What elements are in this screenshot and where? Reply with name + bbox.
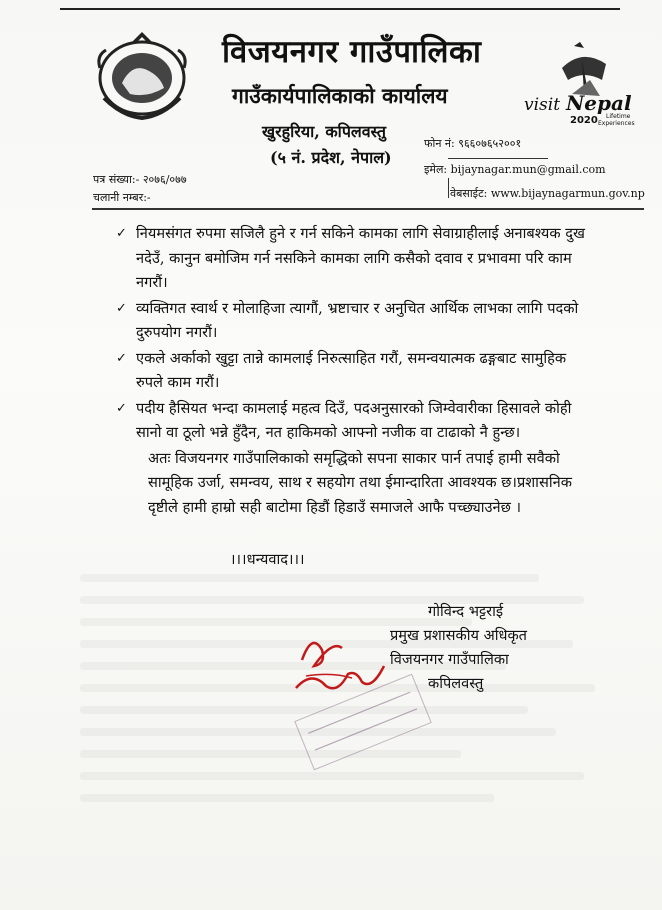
visit-logo-word: visit (524, 95, 561, 115)
reference-number: पत्र संख्या:- २०७६/०७७ (93, 173, 187, 186)
list-item (108, 347, 640, 396)
province-line: (५ नं. प्रदेश, नेपाल) (270, 148, 392, 167)
closing-line: दृष्टीले हामी हाम्रो सही बाटोमा हिडौं हिडाउँ समाजले आफै पच्छ्याउनेछ । (148, 498, 522, 516)
phone-number: फोन नं: ९६६०७६५२००१ (424, 137, 522, 150)
list-item-line: पदीय हैसियत भन्दा कामलाई महत्व दिउँ, पदअनुसारको जिम्वेवारीका हिसावले कोही (136, 399, 572, 417)
list-item (108, 397, 640, 446)
list-item-line: नगरौं। (136, 274, 168, 291)
list-item-line: नियमसंगत रुपमा सजिलै हुने र गर्न सकिने कामका लागि सेवाग्राहीलाई अनाबश्यक दुख (136, 225, 585, 242)
header-divider (92, 208, 644, 210)
nepal-logo-word: Nepal (566, 91, 632, 115)
list-item-line: दुरुपयोग नगरौं। (136, 324, 218, 341)
checkmark-icon: ✓ (116, 300, 127, 316)
list-item-line: नदेउँ, कानुन बमोजिम गर्न नसकिने कामका लागि कसैको दवाव र प्रभावमा परि काम (136, 249, 572, 267)
letter-body (108, 222, 640, 520)
logo-tagline-2: Experiences (598, 120, 635, 127)
divider (448, 158, 548, 159)
closing-line: अतः विजयनगर गाउँपालिकाको समृद्धिको सपना साकार पार्न तपाई हामी सवैको (148, 449, 560, 467)
closing-paragraph (108, 447, 640, 521)
email-address: इमेल: bijaynagar.mun@gmail.com (424, 163, 606, 176)
divider (448, 178, 449, 198)
checkmark-icon: ✓ (116, 226, 127, 241)
signatory-office: विजयनगर गाउँपालिका (390, 651, 509, 668)
visit-nepal-logo (522, 40, 644, 132)
signatory-designation: प्रमुख प्रशासकीय अधिकृत (390, 627, 528, 644)
list-item (108, 222, 640, 296)
office-subtitle: गाउँकार्यपालिकाको कार्यालय (232, 83, 448, 108)
nepal-emblem-icon (92, 28, 192, 120)
closing-line: सामूहिक उर्जा, समन्वय, साथ र सहयोग तथा ईमान्दारिता आवश्यक छ।प्रशासनिक (148, 474, 572, 491)
logo-tagline-1: Lifetime (606, 113, 631, 120)
signatory-district: कपिलवस्तु (428, 675, 484, 692)
thanks-line: ।।।धन्यवाद।।। (230, 551, 305, 568)
list-item-line: रुपले काम गरौं। (136, 374, 220, 391)
top-border-line (60, 8, 620, 10)
checkmark-icon: ✓ (116, 350, 127, 366)
list-item-line: सानो वा ठूलो भन्ने हुँदैन, नत हाकिमको आफ्नो नजीक वा टाढाको नै हुन्छ। (136, 424, 521, 441)
municipality-title: विजयनगर गाउँपालिका (222, 34, 482, 70)
dispatch-number: चलानी नम्बर:- (93, 191, 151, 204)
address-line: खुरहुरिया, कपिलवस्तु (262, 122, 386, 141)
list-item-line: एकले अर्काको खुट्टा तान्ने कामलाई निरुत्साहित गरौं, समन्वयात्मक ढङ्गबाट सामुहिक (136, 349, 567, 367)
list-item-line: व्यक्तिगत स्वार्थ र मोलाहिजा त्यागौं, भ्रष्टाचार र अनुचित आर्थिक लाभका लागि पदको (136, 299, 579, 317)
list-item (108, 297, 640, 346)
signatory-name: गोविन्द भट्टराई (428, 603, 504, 620)
checkmark-icon: ✓ (116, 400, 127, 416)
website-address: वेबसाईट: www.bijaynagarmun.gov.np (450, 187, 645, 200)
logo-year: 2020 (570, 115, 598, 126)
